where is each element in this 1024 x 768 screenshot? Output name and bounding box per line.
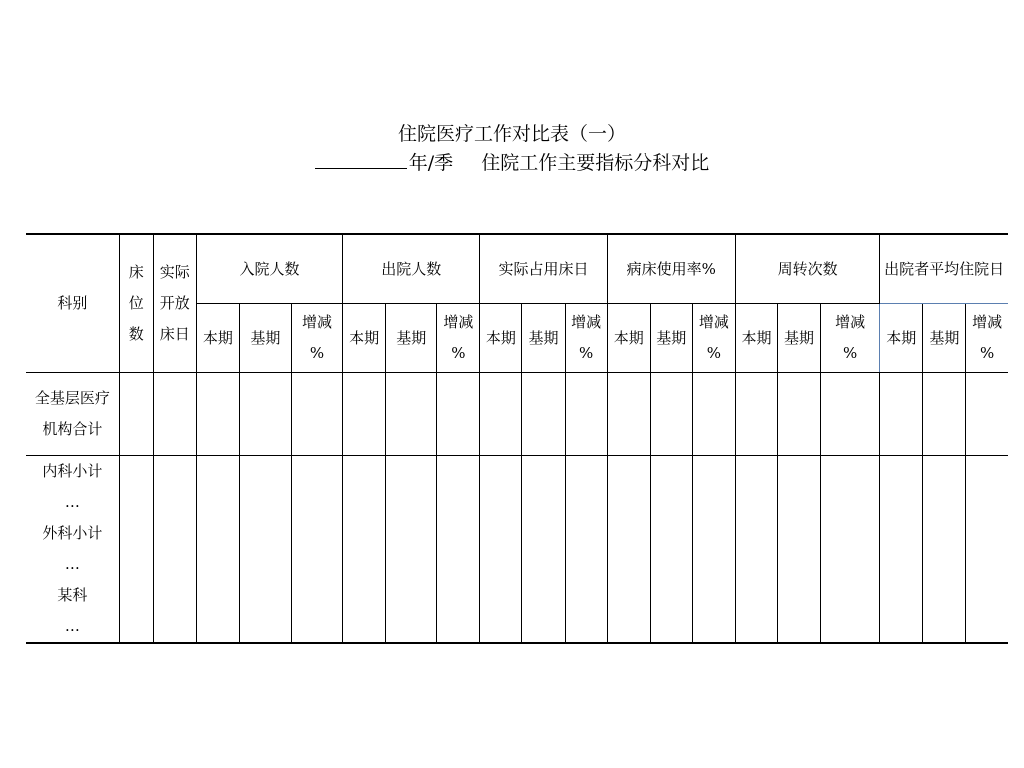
table-cell[interactable] [291,456,342,644]
table-cell[interactable] [650,456,692,644]
table-cell[interactable] [119,373,153,456]
table-cell[interactable] [522,456,565,644]
table-cell[interactable] [196,373,239,456]
sub-current: 本期 [343,304,386,373]
table-cell[interactable] [650,373,692,456]
table-cell[interactable] [522,373,565,456]
table-cell[interactable] [966,456,1008,644]
table-cell[interactable] [437,373,480,456]
group-discharges: 出院人数 [343,234,480,304]
table-cell[interactable] [923,373,966,456]
table-cell[interactable] [343,456,386,644]
table-cell[interactable] [343,373,386,456]
row-departments-label: 内科小计 … 外科小计 … 某科 … [26,456,119,644]
comparison-table [26,233,1008,644]
table-cell[interactable] [239,373,291,456]
sub-change: 增减 % [821,304,880,373]
page-title: 住院医疗工作对比表（一） [397,123,626,145]
subtitle-main: 住院工作主要指标分科对比 [481,152,710,174]
dept-header: 科别 [26,234,119,373]
sub-change: 增减 % [966,304,1008,373]
table-cell[interactable] [966,373,1008,456]
period-blank-field[interactable] [315,148,407,169]
sub-base: 基期 [386,304,437,373]
group-bed-usage-rate: 病床使用率% [607,234,735,304]
table-cell[interactable] [821,373,880,456]
group-occupied-bed-days: 实际占用床日 [480,234,607,304]
sub-current: 本期 [196,304,239,373]
table-cell[interactable] [735,373,777,456]
table-cell[interactable] [565,373,607,456]
table-cell[interactable] [153,456,196,644]
table-cell[interactable] [565,456,607,644]
group-admissions: 入院人数 [196,234,342,304]
table-cell[interactable] [923,456,966,644]
table-cell[interactable] [437,456,480,644]
sub-base: 基期 [778,304,821,373]
table-cell[interactable] [880,456,923,644]
row-total-label: 全基层医疗 机构合计 [26,373,119,456]
page-subtitle [0,148,1024,176]
sub-current: 本期 [480,304,522,373]
title-block [0,120,1024,176]
sub-base: 基期 [239,304,291,373]
group-turnover: 周转次数 [735,234,879,304]
table-cell[interactable] [291,373,342,456]
period-suffix: 年/季 [408,152,454,174]
table-cell[interactable] [119,456,153,644]
sub-change: 增减 % [692,304,735,373]
table-cell[interactable] [607,456,650,644]
table-cell[interactable] [735,456,777,644]
table-cell[interactable] [692,456,735,644]
sub-change: 增减 % [291,304,342,373]
table-cell[interactable] [153,373,196,456]
sub-change: 增减 % [437,304,480,373]
group-avg-stay: 出院者平均住院日 [880,234,1008,304]
sub-base: 基期 [650,304,692,373]
table-cell[interactable] [692,373,735,456]
sub-change: 增减 % [565,304,607,373]
sub-current: 本期 [735,304,777,373]
bed-count-header: 床 位 数 [119,234,153,373]
sub-current: 本期 [607,304,650,373]
open-bed-days-header: 实际 开放 床日 [153,234,196,373]
table-cell[interactable] [480,456,522,644]
table-cell[interactable] [880,373,923,456]
table-cell[interactable] [607,373,650,456]
sub-current: 本期 [880,304,923,373]
table-cell[interactable] [821,456,880,644]
table-cell[interactable] [778,456,821,644]
sub-base: 基期 [522,304,565,373]
sub-base: 基期 [923,304,966,373]
table-cell[interactable] [386,373,437,456]
table-cell[interactable] [239,456,291,644]
table-cell[interactable] [196,456,239,644]
table-cell[interactable] [386,456,437,644]
table-cell[interactable] [480,373,522,456]
table-cell[interactable] [778,373,821,456]
